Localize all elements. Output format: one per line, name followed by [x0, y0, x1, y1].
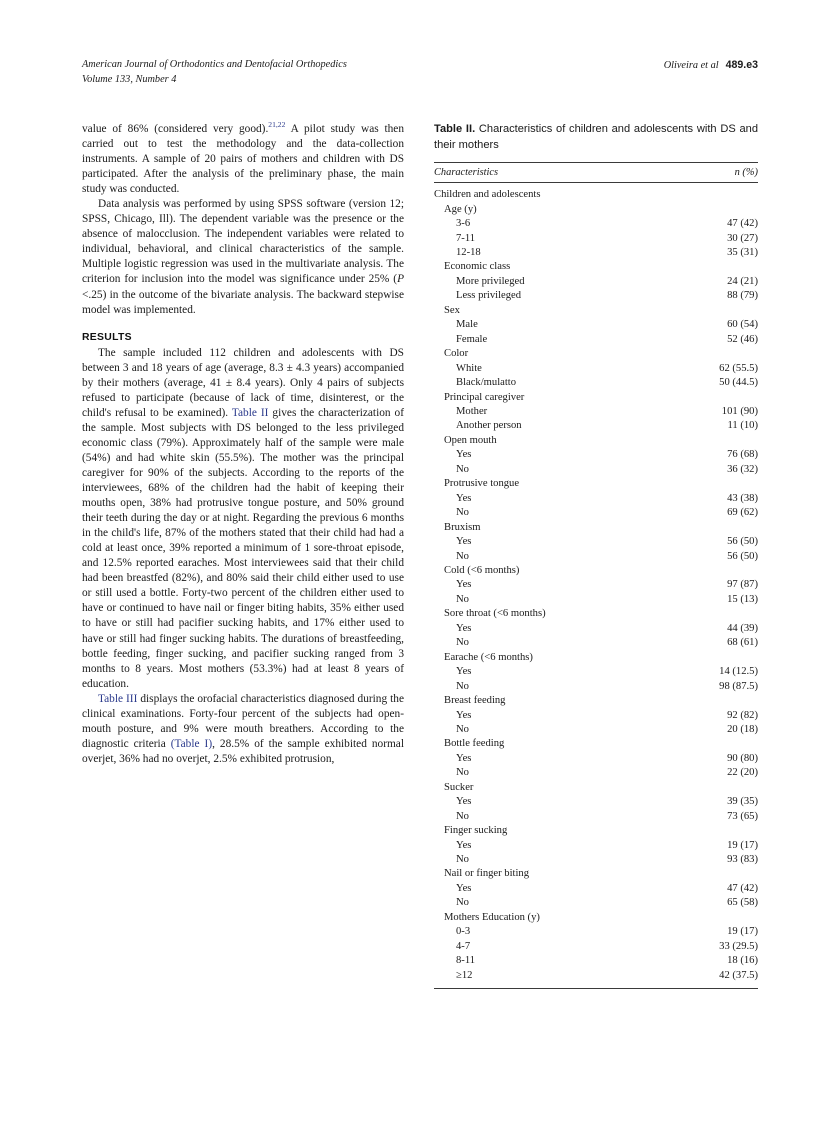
- par-results-sample: [82, 346, 404, 692]
- table-row-label: Yes: [456, 622, 472, 634]
- table-row: [434, 362, 758, 376]
- table-row: [434, 477, 758, 491]
- table-row-value: [674, 781, 758, 795]
- table-row-value: [674, 824, 758, 838]
- table-row: [434, 318, 758, 332]
- table-group-label: Principal caregiver: [444, 391, 525, 403]
- results-paragraphs: [82, 346, 404, 767]
- table-row-label: No: [456, 767, 469, 779]
- table-group-label: Children and adolescents: [434, 189, 541, 201]
- table-row-value: 20 (18): [727, 723, 758, 735]
- table-row: [434, 391, 758, 405]
- table-row-value: 56 (50): [727, 536, 758, 548]
- table-row-value: 92 (82): [727, 709, 758, 721]
- table-group-label: Bruxism: [444, 521, 481, 533]
- characteristics-table: [434, 163, 758, 182]
- table-row: [434, 665, 758, 679]
- table-row-value: [674, 260, 758, 274]
- table-row-value: [674, 521, 758, 535]
- table-row: [434, 954, 758, 968]
- table-row: [434, 419, 758, 433]
- table-group-label: Sucker: [444, 781, 474, 793]
- table-row: [434, 463, 758, 477]
- table-row: [434, 882, 758, 896]
- table-row-label: 4-7: [456, 940, 471, 952]
- table-row-label: 7-11: [456, 232, 476, 244]
- table-row-label: No: [456, 550, 469, 562]
- table-row: [434, 752, 758, 766]
- par-methods-pilot: [82, 122, 404, 197]
- table-row: [434, 853, 758, 867]
- table-row-value: [674, 203, 758, 217]
- table-row: [434, 651, 758, 665]
- table-row-label: No: [456, 637, 469, 649]
- table-row: [434, 448, 758, 462]
- table-row: [434, 607, 758, 621]
- body-text: value of 86% (considered very good).: [82, 123, 269, 135]
- running-head-journal: [82, 58, 347, 87]
- table-row-value: 44 (39): [727, 622, 758, 634]
- column-header-n-percent: n (%): [734, 167, 758, 179]
- table-row: [434, 680, 758, 694]
- table-row-value: 19 (17): [727, 839, 758, 851]
- table-group-label: Protrusive tongue: [444, 478, 520, 490]
- table-row: [434, 333, 758, 347]
- table-row-value: 68 (61): [727, 637, 758, 649]
- table-group-label: Color: [444, 348, 469, 360]
- table-group-label: Nail or finger biting: [444, 868, 530, 880]
- table-row-value: [674, 391, 758, 405]
- table-row: [434, 275, 758, 289]
- table-row: [434, 232, 758, 246]
- body-text: The sample included 112 children and adolescents with DS between 3 and 18 years of age (average, 8.3 ± 4.3 years) accompanied by their mothers (average, 41 ± 8.4 years). Only 4 pairs of subjects refused to participate (because of lack of time, disinterest, or the child's refusal to be examined).: [82, 346, 404, 419]
- table-row-label: Yes: [456, 492, 472, 504]
- cross-reference-link[interactable]: Table II: [231, 406, 269, 419]
- table-row: [434, 867, 758, 881]
- table-row-value: [674, 564, 758, 578]
- table-row-value: [674, 651, 758, 665]
- left-column: [82, 122, 404, 767]
- table-row-value: 60 (54): [727, 319, 758, 331]
- table-row: [434, 289, 758, 303]
- table-row-value: 36 (32): [727, 463, 758, 475]
- table-row-label: Yes: [456, 796, 472, 808]
- table-row: [434, 405, 758, 419]
- table-row-value: 88 (79): [727, 290, 758, 302]
- table-row: [434, 839, 758, 853]
- italic-text: P: [397, 273, 404, 286]
- table-row: [434, 578, 758, 592]
- table-row-value: [674, 694, 758, 708]
- table-row-label: Mother: [456, 405, 488, 417]
- table-row-value: 56 (50): [727, 550, 758, 562]
- table-row: [434, 535, 758, 549]
- table-row-value: 93 (83): [727, 854, 758, 866]
- table-row: [434, 246, 758, 260]
- table-row: [434, 260, 758, 274]
- table-row-label: No: [456, 680, 469, 692]
- table-row-label: Yes: [456, 752, 472, 764]
- table-group-label: Earache (<6 months): [444, 651, 533, 663]
- table-row: [434, 188, 758, 202]
- table-group-label: Bottle feeding: [444, 738, 505, 750]
- table-row-value: [674, 347, 758, 361]
- table-label: Table II.: [434, 123, 476, 135]
- table-row-value: 24 (21): [727, 275, 758, 287]
- table-row: [434, 940, 758, 954]
- table-row: [434, 709, 758, 723]
- table-row: [434, 925, 758, 939]
- table-row-value: [674, 607, 758, 621]
- section-heading-results: RESULTS: [82, 331, 132, 343]
- table-row-value: 69 (62): [727, 507, 758, 519]
- table-row-value: 101 (90): [721, 405, 758, 417]
- table-row-value: 33 (29.5): [719, 940, 758, 952]
- table-row-value: 19 (17): [727, 926, 758, 938]
- body-text: Data analysis was performed by using SPSS software (version 12; SPSS, Chicago, Ill). The dependent variable was the presence or the absence of malocclusion. The independent variables were related to individual, behavioral, and clinical characteristics of the sample. Multiple logistic regression was used in the multivariate analysis. The criterion for inclusion into the model was significance under 25% (: [82, 198, 404, 286]
- table-group-label: Age (y): [444, 203, 477, 215]
- table-row-label: 0-3: [456, 926, 471, 938]
- table-row-value: 47 (42): [727, 218, 758, 230]
- table-row: [434, 203, 758, 217]
- table-row-label: Yes: [456, 449, 472, 461]
- table-row: [434, 217, 758, 231]
- table-row-label: No: [456, 593, 469, 605]
- table-row: [434, 824, 758, 838]
- table-row: [434, 304, 758, 318]
- table-row: [434, 723, 758, 737]
- table-row: [434, 795, 758, 809]
- left-column-paragraphs: [82, 122, 404, 318]
- table-row: [434, 694, 758, 708]
- table-group-label: Breast feeding: [444, 695, 506, 707]
- table-row-label: 8-11: [456, 955, 476, 967]
- table-row-value: 14 (12.5): [719, 666, 758, 678]
- running-head: [82, 58, 758, 92]
- table-row-value: 42 (37.5): [719, 969, 758, 981]
- par-results-orofacial: [82, 692, 404, 767]
- body-text: gives the characterization of the sample. Most subjects with DS belonged to the less privileged economic class (79%). Approximately half of the sample were male (54%) and had white skin (55.5%). The mother was the principal caregiver for 90% of the subjects. According to the reports of the interviewees, 68% of the children had the habit of keeping their mouths open, 38% had protrusive tongue posture, and 50% ground their teeth during the day or at night. Regarding the previous 6 months in the child's life, 87% of the mothers stated that their child had had a cold at least once, 39% reported a minimum of 1 sore-throat episode, and 12.5% reported earaches. Most interviewees said that their child had been breastfed (82%), and 80% said their child either used to use or still used a bottle. Forty-two percent of the children either used to have or continued to have nail or finger biting habits, 35% either used to have or still had pacifier sucking habits, and 17% either used to have or still had finger sucking habits. The durations of breastfeeding, bottle feeding, finger sucking, and pacifier sucking ranged from 3 months to 8 years. Most mothers (53.3%) had at least 8 years of education.: [82, 406, 405, 690]
- table-row: [434, 969, 758, 983]
- table-group-label: Sore throat (<6 months): [444, 608, 546, 620]
- table-row-value: 18 (16): [727, 955, 758, 967]
- table-row-value: 98 (87.5): [719, 680, 758, 692]
- table-row-label: No: [456, 810, 469, 822]
- table-row: [434, 810, 758, 824]
- body-text: A pilot study was then carried out to test the methodology and the data-collection instruments. A sample of 20 pairs of mothers and children with DS participated. After the analysis of the preliminary phase, the main study was conducted.: [82, 123, 404, 196]
- table-row-label: Yes: [456, 536, 472, 548]
- table-caption-text: Characteristics of children and adolescents with DS and their mothers: [434, 123, 759, 151]
- table-row: [434, 781, 758, 795]
- table-row-value: 52 (46): [727, 333, 758, 345]
- table-row-label: No: [456, 854, 469, 866]
- table-row-value: 43 (38): [727, 492, 758, 504]
- table-row-label: Less privileged: [456, 290, 522, 302]
- table-row-label: Male: [456, 319, 478, 331]
- table-row-value: [674, 867, 758, 881]
- table-row: [434, 521, 758, 535]
- table-row: [434, 434, 758, 448]
- table-row: [434, 564, 758, 578]
- table-row-value: 62 (55.5): [719, 362, 758, 374]
- table-row: [434, 376, 758, 390]
- table-row-label: Black/mulatto: [456, 377, 517, 389]
- body-text: , 28.5% of the sample exhibited normal overjet, 36% had no overjet, 2.5% exhibited protrusion,: [82, 737, 404, 765]
- page-folio: 489.e3: [725, 59, 758, 71]
- table-row-label: Yes: [456, 882, 472, 894]
- table-row-value: [674, 477, 758, 491]
- citation-reference-link[interactable]: 21,22: [268, 120, 286, 130]
- table-row-value: [674, 188, 758, 202]
- table-row-label: No: [456, 463, 469, 475]
- table-caption: [434, 122, 758, 153]
- par-statistics: [82, 197, 404, 317]
- table-row-label: White: [456, 362, 482, 374]
- table-group-label: Open mouth: [444, 434, 497, 446]
- table-row: [434, 737, 758, 751]
- table-row-value: 22 (20): [727, 767, 758, 779]
- table-row-value: [674, 911, 758, 925]
- table-rule-bottom: [434, 988, 758, 989]
- table-row-label: More privileged: [456, 275, 525, 287]
- characteristics-table-body: [434, 183, 758, 983]
- table-row: [434, 636, 758, 650]
- table-row-label: ≥12: [456, 969, 473, 981]
- table-row-label: No: [456, 723, 469, 735]
- table-group-label: Cold (<6 months): [444, 564, 520, 576]
- running-head-right: [664, 58, 758, 74]
- running-head-journal-line1: American Journal of Orthodontics and Dentofacial Orthopedics: [82, 59, 347, 70]
- table-row-value: 50 (44.5): [719, 377, 758, 389]
- table-row-value: 11 (10): [727, 420, 758, 432]
- table-row-value: 90 (80): [727, 752, 758, 764]
- cross-reference-link[interactable]: Table III: [98, 692, 138, 705]
- table-row-value: 76 (68): [727, 449, 758, 461]
- table-row: [434, 550, 758, 564]
- table-row-label: Female: [456, 333, 488, 345]
- table-group-label: Mothers Education (y): [444, 911, 540, 923]
- table-row-value: 73 (65): [727, 810, 758, 822]
- column-header-characteristics: Characteristics: [434, 167, 499, 179]
- table-column-header-row: [434, 163, 758, 182]
- table-row-value: 35 (31): [727, 247, 758, 258]
- table-row: [434, 896, 758, 910]
- table-row-value: [674, 304, 758, 318]
- table-row-value: [674, 737, 758, 751]
- table-row-label: Yes: [456, 839, 472, 851]
- table-row: [434, 492, 758, 506]
- table-row-label: 3-6: [456, 218, 471, 230]
- table-row-label: Another person: [456, 420, 522, 432]
- table-group-label: Finger sucking: [444, 825, 508, 837]
- table-row-label: Yes: [456, 709, 472, 721]
- running-head-journal-line2: Volume 133, Number 4: [82, 73, 177, 85]
- table-row: [434, 766, 758, 780]
- right-column: [434, 122, 758, 989]
- table-row: [434, 347, 758, 361]
- running-head-authors: Oliveira et al: [663, 60, 719, 71]
- table-row-label: Yes: [456, 666, 472, 678]
- table-row-label: No: [456, 897, 469, 909]
- table-group-label: Sex: [444, 304, 460, 316]
- table-row: [434, 911, 758, 925]
- body-text: displays the orofacial characteristics diagnosed during the clinical examinations. Forty-four percent of the subjects had open-mouth posture, and 9% were mouth breathers. According to the diagnostic criteria: [82, 692, 404, 750]
- table-row-value: 65 (58): [727, 897, 758, 909]
- table-row: [434, 593, 758, 607]
- table-row-label: No: [456, 507, 469, 519]
- table-row-label: Yes: [456, 579, 472, 591]
- table-row: [434, 622, 758, 636]
- table-row: [434, 506, 758, 520]
- table-row-value: 39 (35): [727, 796, 758, 808]
- table-row-value: 97 (87): [727, 579, 758, 591]
- cross-reference-link[interactable]: (Table I): [170, 737, 213, 750]
- table-row-value: 47 (42): [727, 882, 758, 894]
- table-row-value: 15 (13): [727, 593, 758, 605]
- table-row-value: [674, 434, 758, 448]
- body-text: <.25) in the outcome of the bivariate analysis. The backward stepwise model was implemented.: [82, 288, 404, 316]
- table-row-value: 30 (27): [727, 232, 758, 244]
- table-row-label: 12-18: [456, 247, 481, 258]
- table-group-label: Economic class: [444, 261, 511, 273]
